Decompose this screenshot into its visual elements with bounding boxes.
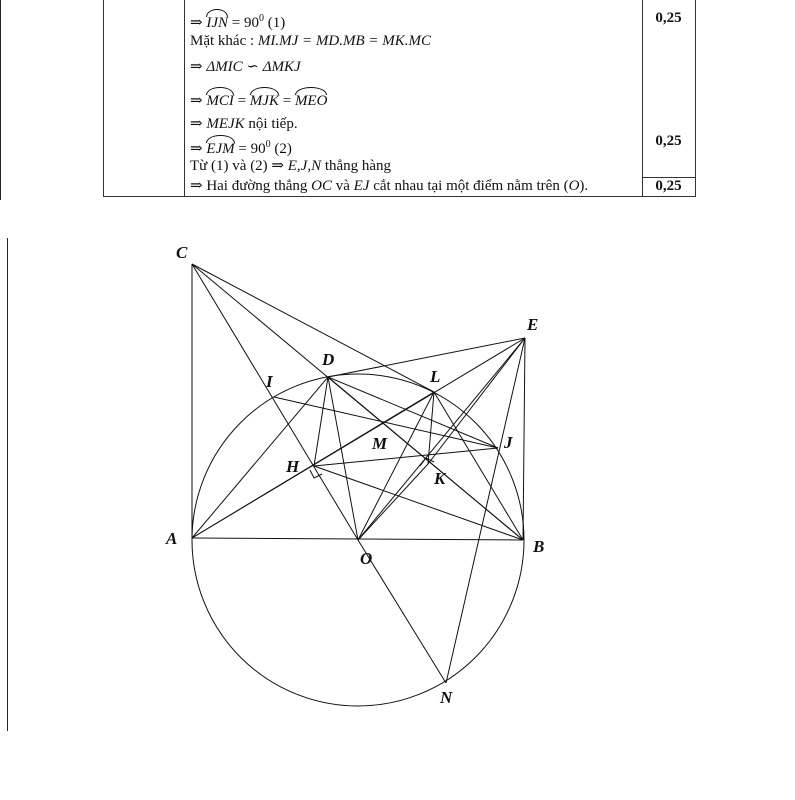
segment-lo xyxy=(358,392,434,540)
point-label-d: D xyxy=(322,350,335,369)
score-3: 0,25 xyxy=(655,178,682,194)
point-label-c: C xyxy=(176,243,188,262)
segment-ad xyxy=(192,377,328,538)
segment-lb xyxy=(434,392,523,540)
point-label-i: I xyxy=(266,372,273,391)
step-2: Mặt khác : MI.MJ = MD.MB = MK.MC xyxy=(190,33,432,49)
step-8: ⇒ Hai đường thẳng OC và EJ cắt nhau tại một điểm nằm trên (O). xyxy=(190,178,589,194)
point-label-n: N xyxy=(440,688,453,707)
score-2: 0,25 xyxy=(655,133,682,149)
segment-be xyxy=(523,338,525,540)
point-label-m: M xyxy=(372,434,388,453)
point-label-j: J xyxy=(504,433,513,452)
point-label-l: L xyxy=(430,367,441,386)
point-label-e: E xyxy=(527,315,539,334)
step-6: ⇒ EJM = $90^0$ (2) xyxy=(190,139,292,157)
segment-dj xyxy=(328,377,498,448)
point-label-h: H xyxy=(286,457,300,476)
score-1: 0,25 xyxy=(655,10,682,26)
segment-cl xyxy=(192,264,434,392)
step-3: ⇒ ΔMIC ∽ ΔMKJ xyxy=(190,59,301,75)
step-5: ⇒ MEJK nội tiếp. xyxy=(190,116,298,132)
point-label-o: O xyxy=(360,549,373,568)
step-7: Từ (1) và (2) ⇒ E,J,N thẳng hàng xyxy=(190,158,392,174)
segment-ok xyxy=(358,464,428,540)
step-4: ⇒ MCI = MJK = MEO xyxy=(190,93,328,109)
segment-hb xyxy=(314,466,523,540)
point-label-a: A xyxy=(166,529,178,548)
step-1: ⇒ IJN = $90^0$ (1) xyxy=(190,13,286,31)
segment-de xyxy=(328,338,525,377)
point-label-b: B xyxy=(533,537,545,556)
point-label-k: K xyxy=(434,469,446,488)
